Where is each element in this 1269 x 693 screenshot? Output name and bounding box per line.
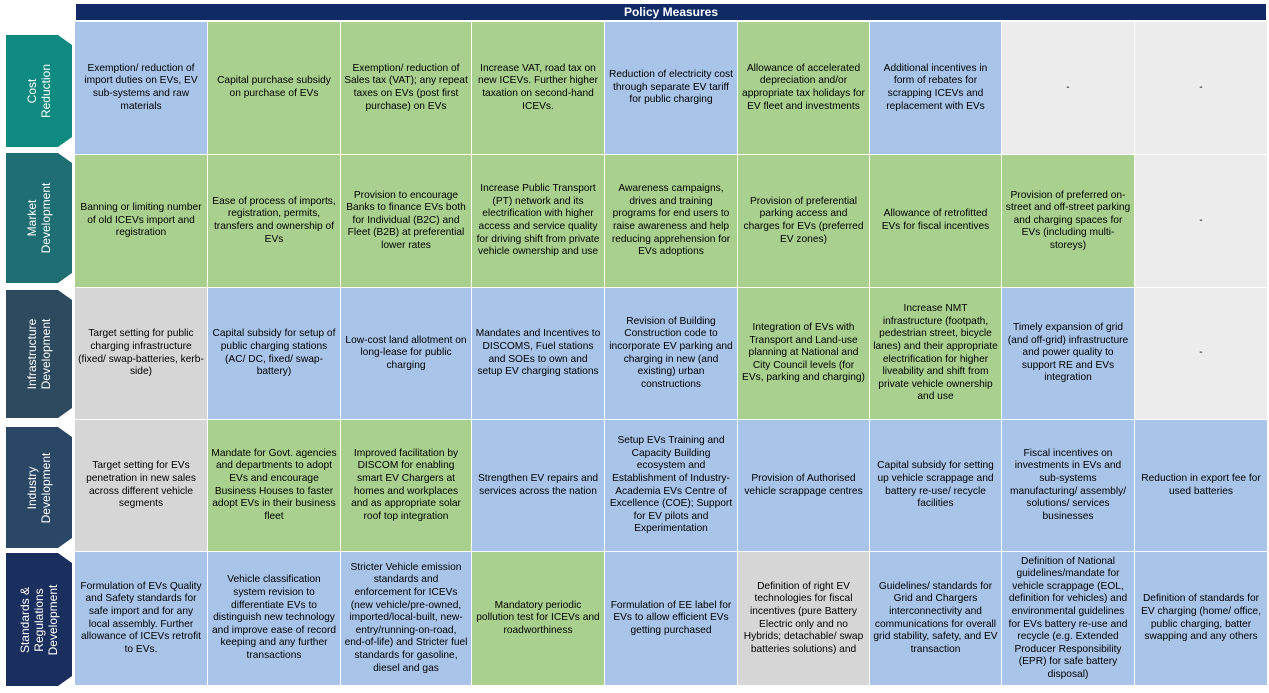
row-label-1 xyxy=(6,35,72,147)
policy-cell xyxy=(1002,552,1135,686)
policy-cell xyxy=(341,155,472,288)
policy-cell-text: Capital subsidy for setting up vehicle scrappage and battery re-use/ recycle facilities xyxy=(877,460,994,510)
policy-cell-text: Provision of preferential parking access and charges for EVs (preferred EV zones) xyxy=(743,195,864,245)
policy-cell xyxy=(1002,22,1135,155)
policy-cell-text: Guidelines/ standards for Grid and Chargers interconnectivity and communications for overall grid stability, safety, and EV transaction xyxy=(873,580,998,655)
policy-cell-text: Strengthen EV repairs and services across the nation xyxy=(477,472,599,497)
policy-cell-text: Integration of EVs with Transport and Land-use planning at National and City Council levels (for EVs, parking and charging) xyxy=(742,322,865,384)
policy-cell xyxy=(1135,155,1268,288)
policy-cell xyxy=(341,22,472,155)
policy-cell-text: Formulation of EVs Quality and Safety standards for safe import and for any local assembly. Further allowance of ICEVs retrofit to EVs. xyxy=(80,580,202,655)
row-label-4 xyxy=(6,427,72,548)
policy-cell-text: Formulation of EE label for EVs to allow efficient EVs getting purchased xyxy=(610,599,732,636)
policy-cell xyxy=(738,552,870,686)
row-label-text: Cost Reduction xyxy=(25,63,53,119)
policy-cell-text: Increase Public Transport (PT) network and its electrification with higher access and service quality for driving shift from private vehicle ownership and use xyxy=(476,183,600,258)
policy-cell xyxy=(208,22,341,155)
policy-cell-text: Revision of Building Construction code to incorporate EV parking and charging in new (and existing) urban constructions xyxy=(609,315,733,390)
policy-cell xyxy=(75,22,208,155)
policy-cell xyxy=(1002,288,1135,420)
policy-cell xyxy=(738,155,870,288)
policy-cell xyxy=(605,420,738,552)
policy-cell-text: Target setting for public charging infrastructure (fixed/ swap-batteries, kerb-side) xyxy=(78,328,204,378)
policy-cell-text: Provision to encourage Banks to finance EVs both for Individual (B2C) and Fleet (B2B) at preferential lower rates xyxy=(346,189,466,251)
row-label-3 xyxy=(6,290,72,418)
policy-cell xyxy=(870,288,1002,420)
policy-cell-text: Exemption/ reduction of import duties on EVs, EV sub-systems and raw materials xyxy=(84,62,198,112)
policy-cell xyxy=(870,22,1002,155)
policy-cell xyxy=(1002,420,1135,552)
policy-cell-text: Additional incentives in form of rebates for scrapping ICEVs and replacement with EVs xyxy=(883,62,988,112)
policy-cell xyxy=(870,155,1002,288)
policy-cell xyxy=(208,155,341,288)
policy-cell-text: Provision of Authorised vehicle scrappage centres xyxy=(744,472,863,497)
policy-cell-text: Fiscal incentives on investments in EVs and sub-systems manufacturing/ assembly/ solutions/ services businesses xyxy=(1009,447,1127,522)
policy-cell xyxy=(75,420,208,552)
policy-cell-text: Mandates and Incentives to DISCOMS, Fuel stations and SOEs to own and setup EV charging stations xyxy=(475,328,601,378)
policy-cell-text: Exemption/ reduction of Sales tax (VAT); any repeat taxes on EVs (post first purchase) on EVs xyxy=(344,62,468,112)
policy-measures-header xyxy=(75,3,1267,21)
policy-cell-text: Low-cost land allotment on long-lease for public charging xyxy=(345,334,467,371)
policy-cell xyxy=(75,288,208,420)
policy-cell-text: - xyxy=(1199,214,1203,226)
policy-cell xyxy=(738,420,870,552)
policy-cell xyxy=(208,288,341,420)
policy-cell-text: Increase NMT infrastructure (footpath, pedestrian street, bicycle lanes) and their appropriate electrification for higher liveability and shift from private vehicle ownership and use xyxy=(873,303,998,403)
policy-cell-text: Mandatory periodic pollution test for ICEVs and roadworthiness xyxy=(476,599,600,636)
policy-cell-text: Allowance of retrofitted EVs for fiscal incentives xyxy=(881,208,990,232)
policy-cell xyxy=(472,288,605,420)
policy-cell xyxy=(341,420,472,552)
policy-cell xyxy=(1002,155,1135,288)
policy-cell-text: Allowance of accelerated depreciation and/or appropriate tax holidays for EV fleet and investments xyxy=(742,62,865,112)
policy-cell xyxy=(75,552,208,686)
policy-cell xyxy=(1135,420,1268,552)
policy-cell-text: Improved facilitation by DISCOM for enabling smart EV Chargers at homes and workplaces and as appropriate solar roof top integration xyxy=(351,447,461,522)
policy-cell-text: Definition of National guidelines/mandate for vehicle scrappage (EOL, definition for vehicles) and environmental guidelines for EVs battery re-use and recycle (e.g. Extended Producer Responsibility (EPR) for safe battery disposal) xyxy=(1008,555,1128,680)
policy-cell-text: Stricter Vehicle emission standards and enforcement for ICEVs (new vehicle/pre-owned, imported/local-built, new-entry/running-on-road, end-of-life) and Stricter fuel standards for gasoline, diesel and gas xyxy=(344,561,468,674)
header-title: Policy Measures xyxy=(623,5,719,19)
policy-cell-text: Mandate for Govt. agencies and departments to adopt EVs and encourage Business Houses to faster adopt EVs in their business fleet xyxy=(211,447,337,522)
row-label-5 xyxy=(6,553,72,686)
policy-cell-text: Target setting for EVs penetration in new sales across different vehicle segments xyxy=(86,460,196,510)
policy-cell xyxy=(208,420,341,552)
policy-cell-text: Capital subsidy for setup of public charging stations (AC/ DC, fixed/ swap-battery) xyxy=(212,328,336,378)
policy-cell xyxy=(341,552,472,686)
policy-cell-text: Awareness campaigns, drives and training programs for end users to raise awareness and help reducing apprehension for EVs adoptions xyxy=(611,183,731,258)
policy-cell xyxy=(1135,22,1268,155)
policy-cell-text: Definition of standards for EV charging (home/ office, public charging, batter swapping and any others xyxy=(1141,593,1261,643)
policy-cell xyxy=(605,155,738,288)
policy-cell xyxy=(341,288,472,420)
policy-cell-text: Banning or limiting number of old ICEVs import and registration xyxy=(80,202,202,239)
policy-cell xyxy=(605,288,738,420)
policy-cell-text: - xyxy=(1066,81,1070,93)
policy-cell-text: Provision of preferred on-street and off-street parking and charging spaces for EVs (including multi-storeys) xyxy=(1005,189,1131,251)
policy-cell xyxy=(208,552,341,686)
policy-cell-text: Reduction in export fee for used batteries xyxy=(1141,472,1261,497)
policy-cell xyxy=(738,288,870,420)
policy-cell xyxy=(1135,552,1268,686)
policy-cell xyxy=(472,155,605,288)
policy-cell xyxy=(1135,288,1268,420)
policy-cell xyxy=(472,22,605,155)
policy-cell xyxy=(75,155,208,288)
row-label-text: Infrastructure Development xyxy=(25,318,53,390)
policy-cell-text: Setup EVs Training and Capacity Building ecosystem and Establishment of Industry-Academia EVs Centre of Excellence (COE); Support for EV pilots and Experimentation xyxy=(609,435,733,535)
row-label-2 xyxy=(6,153,72,283)
policy-cell-text: Definition of right EV technologies for fiscal incentives (pure Battery Electric only and no Hybrids; detachable/ swap batteries solutions) and xyxy=(743,580,864,655)
policy-cell xyxy=(605,22,738,155)
policy-cell-text: Ease of process of imports, registration, permits, transfers and ownership of EVs xyxy=(212,195,336,245)
row-label-text: Market Development xyxy=(25,182,53,254)
policy-cell xyxy=(472,552,605,686)
policy-cell-text: - xyxy=(1199,347,1203,359)
policy-cell xyxy=(870,552,1002,686)
policy-cell xyxy=(870,420,1002,552)
policy-cell xyxy=(472,420,605,552)
policy-cell xyxy=(605,552,738,686)
policy-cell-text: Capital purchase subsidy on purchase of EVs xyxy=(217,75,331,99)
policy-cell xyxy=(738,22,870,155)
row-label-text: Industry Development xyxy=(25,452,53,523)
policy-cell-text: Reduction of electricity cost through separate EV tariff for public charging xyxy=(608,69,733,106)
policy-cell-text: - xyxy=(1199,81,1203,93)
policy-cell-text: Vehicle classification system revision to differentiate EVs to distinguish new technology and improve ease of record keeping and any further transactions xyxy=(211,574,337,661)
policy-cell-text: Increase VAT, road tax on new ICEVs. Further higher taxation on second-hand ICEVs. xyxy=(477,62,599,112)
row-label-text: Standards & Regulations Development xyxy=(18,584,60,655)
policy-cell-text: Timely expansion of grid (and off-grid) infrastructure and power quality to support RE and EVs integration xyxy=(1007,322,1129,384)
